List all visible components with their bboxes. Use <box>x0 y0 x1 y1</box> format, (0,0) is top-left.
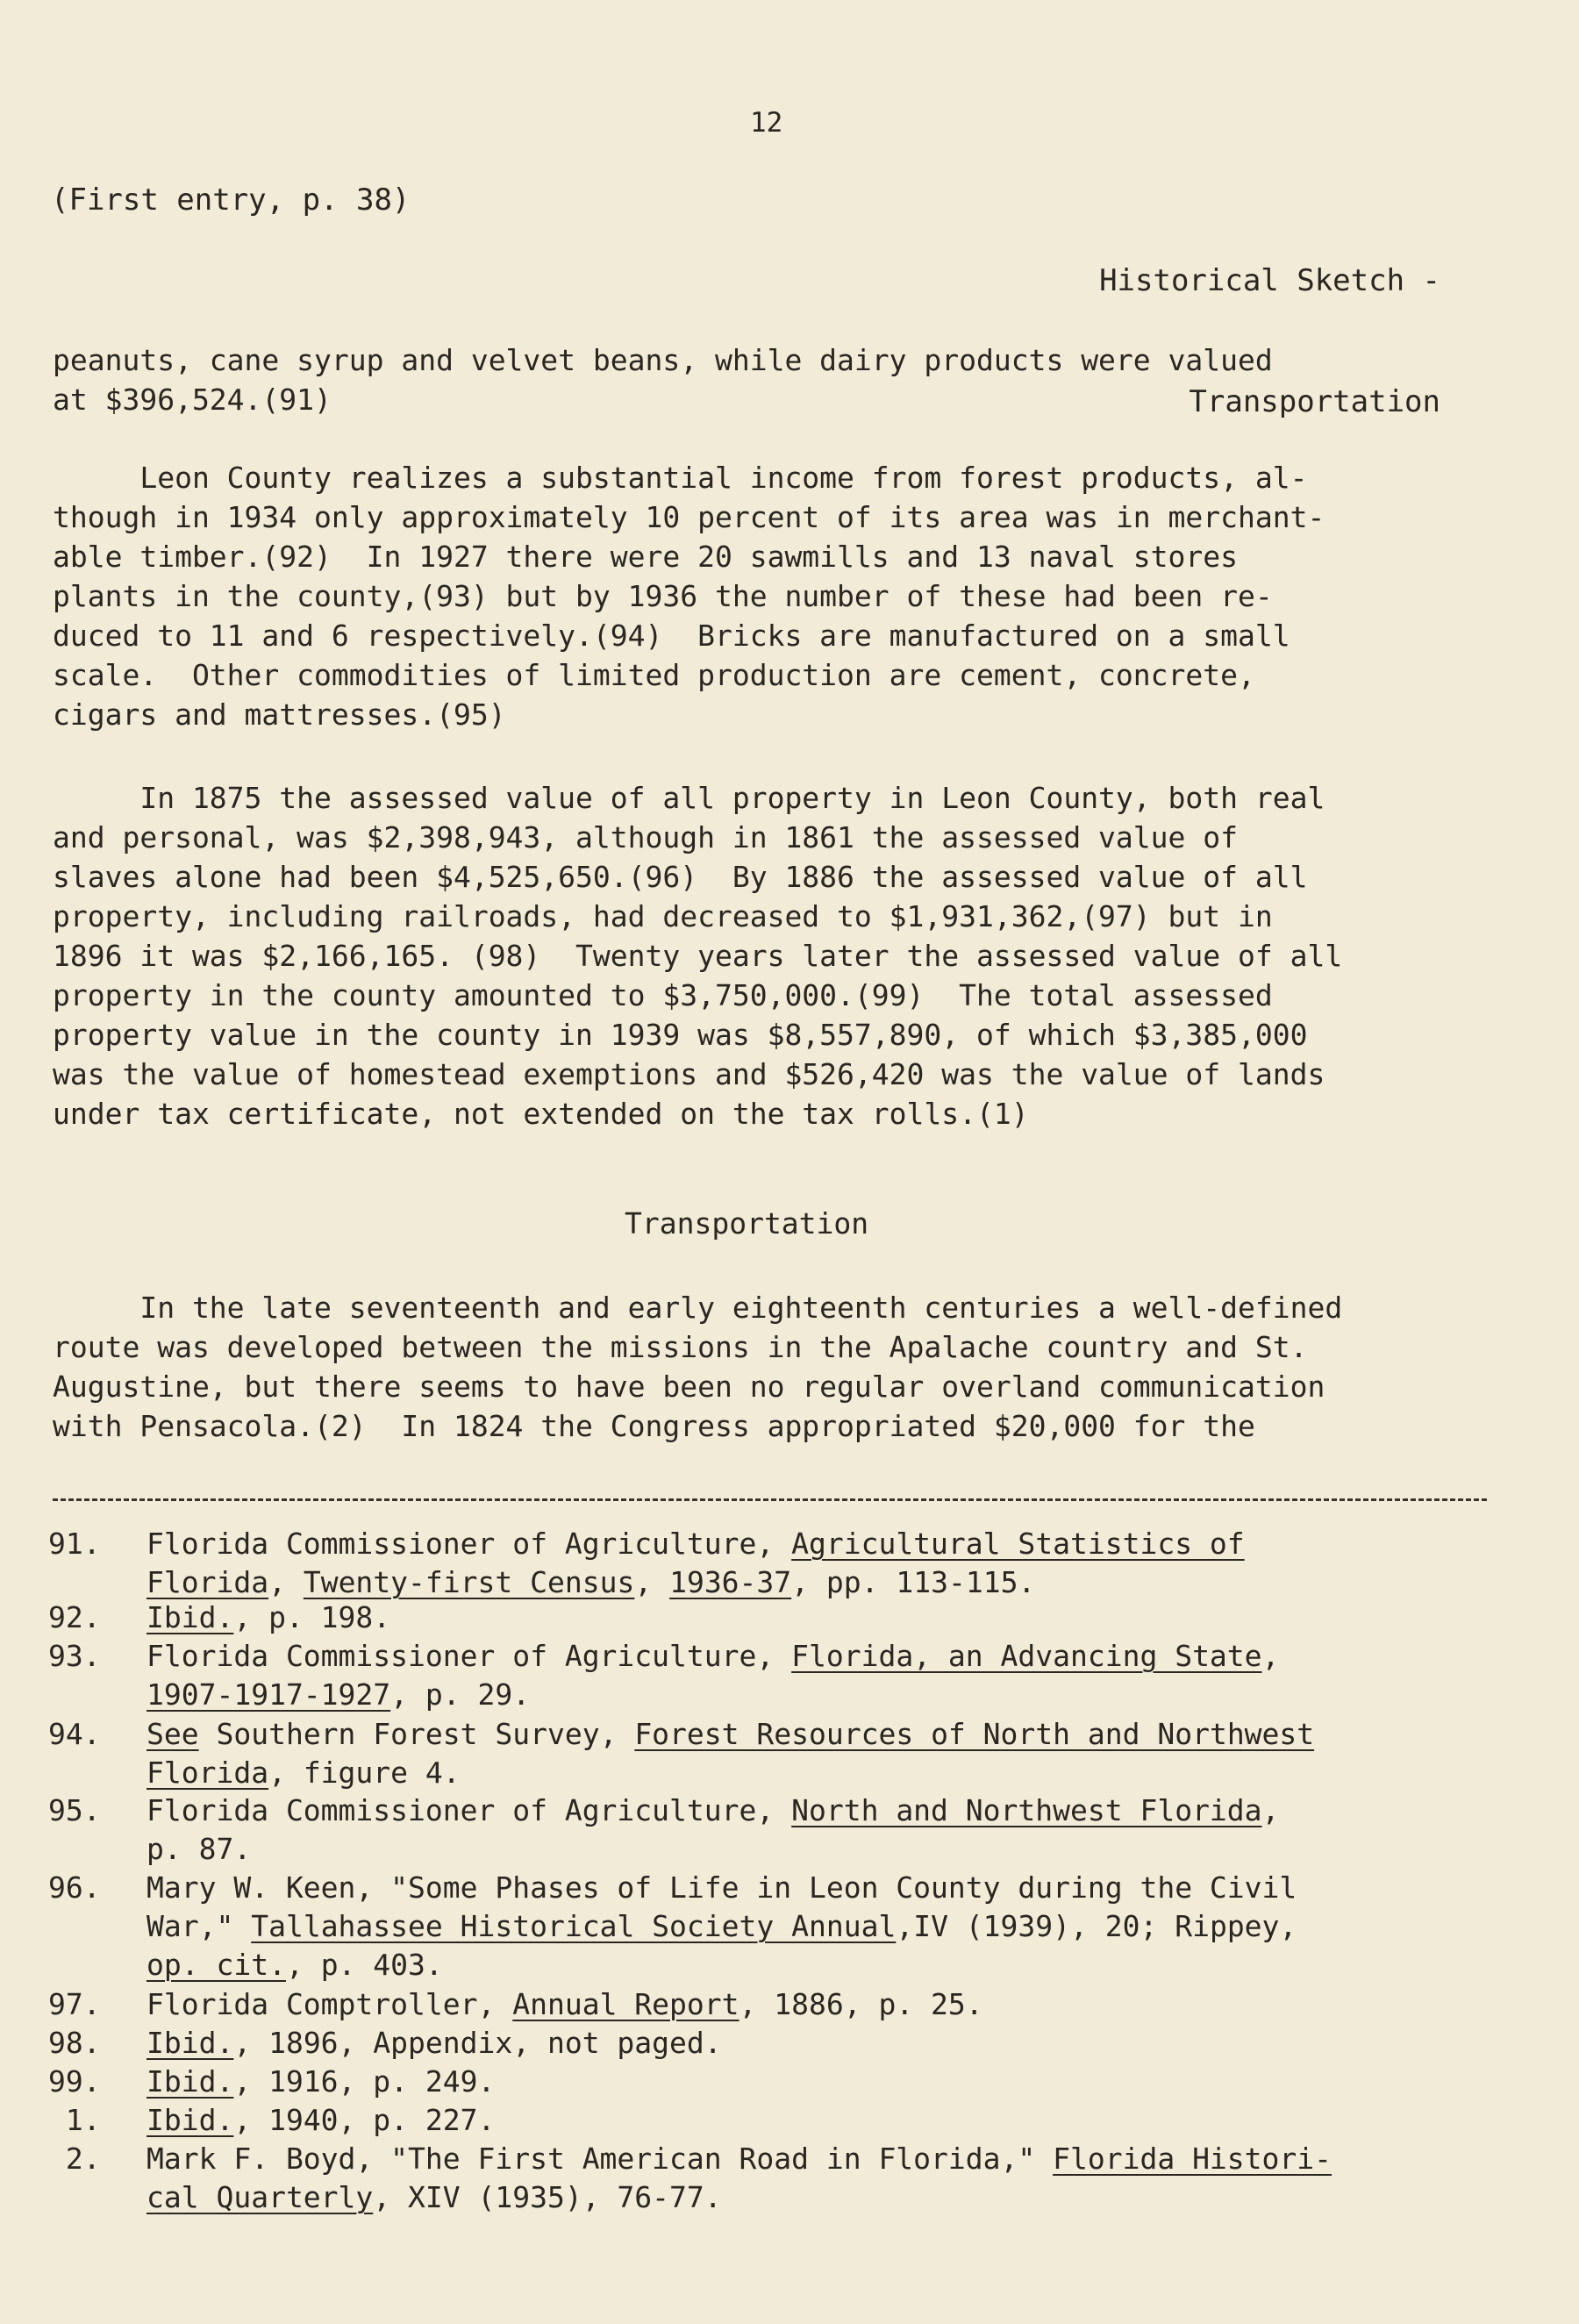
page-number: 12 <box>750 107 783 139</box>
footnote-citation-title: Agricultural Statistics of <box>791 1527 1245 1561</box>
header-entry-reference: (First entry, p. 38) <box>51 182 411 218</box>
footnote-line <box>146 1525 1245 1563</box>
text-line: and personal, was $2,398,943, although in 1861 the assessed value of <box>53 820 1239 855</box>
footnote-citation-title: Ibid. <box>146 2064 234 2099</box>
text-line: Leon County realizes a substantial income from forest products, al- <box>53 461 1308 495</box>
footnote-number: 96. <box>48 1870 101 1905</box>
text-line: property, including railroads, had decreased to $1,931,362,(97) but in <box>53 899 1273 933</box>
footnote-line <box>146 1598 390 1637</box>
text-line: property in the county amounted to $3,750,000.(99) The total assessed <box>53 978 1273 1012</box>
footnote-line <box>146 1676 530 1714</box>
text-line: though in 1934 only approximately 10 percent of its area was in merchant- <box>53 500 1325 534</box>
footnote-citation-title: Twenty-first Census <box>303 1565 635 1599</box>
paragraph-transportation <box>53 1288 1342 1446</box>
footnote-text: Florida Commissioner of Agriculture, <box>146 1639 792 1673</box>
text-line: 1896 it was $2,166,165. (98) Twenty years later the assessed value of all <box>53 939 1343 973</box>
footnote-citation-title: Ibid. <box>146 2103 234 2137</box>
footnote-text: , <box>634 1565 670 1599</box>
footnote-line <box>146 1791 1279 1830</box>
footnote-line <box>146 1563 1035 1602</box>
footnote-number: 99. <box>48 2064 101 2099</box>
footnote-citation-title: Annual Report <box>512 1987 739 2021</box>
footnote-line <box>146 2140 1332 2178</box>
paragraph-dairy <box>53 340 1273 419</box>
footnote-number: 94. <box>48 1717 101 1751</box>
footnote-text: , <box>1261 1793 1280 1827</box>
paragraph-assessed-value <box>53 778 1342 1133</box>
footnote-line <box>146 2063 495 2101</box>
footnote-citation-title: See <box>146 1717 199 1751</box>
footnote-text: , figure 4. <box>268 1756 461 1790</box>
footnote-line <box>146 1715 1314 1754</box>
footnote-text: , 1940, p. 227. <box>233 2103 496 2137</box>
text-line: duced to 11 and 6 respectively.(94) Bricks are manufactured on a small <box>53 619 1290 653</box>
footnote-text: Mary W. Keen, "Some Phases of Life in Leon County during the Civil <box>146 1870 1297 1905</box>
footnote-line <box>146 1985 983 2024</box>
footnote-number: 2. <box>48 2142 101 2176</box>
footnote-line <box>146 1830 251 1869</box>
text-line: cigars and mattresses.(95) <box>53 697 506 732</box>
text-line: under tax certificate, not extended on the tax rolls.(1) <box>53 1097 1029 1131</box>
footnote-text: p. 87. <box>146 1832 252 1866</box>
footnote-line <box>146 2178 722 2217</box>
footnote-citation-title: 1936-37 <box>669 1565 792 1599</box>
paragraph-forest-products <box>53 458 1325 734</box>
footnote-line <box>146 2101 495 2140</box>
footnote-citation-title: cal Quarterly <box>146 2180 374 2214</box>
footnote-text: , <box>268 1565 304 1599</box>
section-heading-transportation: Transportation <box>625 1206 869 1241</box>
text-line: property value in the county in 1939 was $8,557,890, of which $3,385,000 <box>53 1018 1308 1052</box>
footnote-number: 92. <box>48 1600 101 1634</box>
footnote-citation-title: Forest Resources of North and Northwest <box>634 1717 1315 1751</box>
footnote-text: Florida Commissioner of Agriculture, <box>146 1527 792 1561</box>
footnote-line <box>146 1637 1279 1676</box>
text-line: Augustine, but there seems to have been no regular overland communication <box>53 1369 1325 1404</box>
footnote-number: 95. <box>48 1793 101 1827</box>
footnote-text: War," <box>146 1909 252 1943</box>
footnote-citation-title: Ibid. <box>146 1600 234 1634</box>
footnote-number: 97. <box>48 1987 101 2021</box>
text-line: at $396,524.(91) <box>53 383 332 417</box>
footnote-citation-title: 1907-1917-1927 <box>146 1677 391 1712</box>
text-line: In 1875 the assessed value of all property in Leon County, both real <box>53 781 1325 815</box>
footnote-text: Mark F. Boyd, "The First American Road in Florida," <box>146 2142 1054 2176</box>
footnote-number: 93. <box>48 1639 101 1673</box>
footnote-line <box>146 1754 461 1792</box>
footnote-line <box>146 2024 722 2063</box>
footnote-number: 98. <box>48 2026 101 2060</box>
text-line: scale. Other commodities of limited production are cement, concrete, <box>53 658 1255 692</box>
header-title-line-2: Transportation <box>1189 384 1440 419</box>
footnote-number: 1. <box>48 2103 101 2137</box>
footnote-text: , 1916, p. 249. <box>233 2064 496 2099</box>
footnote-text: , 1886, p. 25. <box>739 1987 983 2021</box>
footnote-citation-title: North and Northwest Florida <box>791 1793 1262 1827</box>
footnote-citation-title: op. cit. <box>146 1948 286 1982</box>
footnote-text: , pp. 113-115. <box>791 1565 1036 1599</box>
text-line: able timber.(92) In 1927 there were 20 sawmills and 13 naval stores <box>53 540 1239 574</box>
footnote-text: , p. 403. <box>285 1948 443 1982</box>
footnote-text: , <box>1261 1639 1280 1673</box>
footnote-citation-title: Florida <box>146 1565 269 1599</box>
footnote-separator <box>53 1498 1487 1501</box>
footnote-line <box>146 1946 443 1984</box>
footnote-text: , 1896, Appendix, not paged. <box>233 2026 722 2060</box>
text-line: In the late seventeenth and early eighteenth centuries a well-defined <box>53 1291 1343 1325</box>
footnote-line <box>146 1907 1297 1946</box>
footnote-citation-title: Florida, an Advancing State <box>791 1639 1262 1673</box>
text-line: was the value of homestead exemptions and $526,420 was the value of lands <box>53 1057 1325 1091</box>
footnote-text: Florida Commissioner of Agriculture, <box>146 1793 792 1827</box>
footnote-citation-title: Florida Histori- <box>1053 2142 1333 2176</box>
text-line: with Pensacola.(2) In 1824 the Congress appropriated $20,000 for the <box>53 1409 1255 1443</box>
text-line: plants in the county,(93) but by 1936 the number of these had been re- <box>53 579 1273 613</box>
footnote-text: , XIV (1935), 76-77. <box>373 2180 722 2214</box>
footnote-text: , p. 29. <box>390 1677 531 1712</box>
footnote-citation-title: Tallahassee Historical Society Annual <box>251 1909 897 1943</box>
footnote-text: Florida Comptroller, <box>146 1987 513 2021</box>
header-title-line-1: Historical Sketch - <box>1099 263 1440 298</box>
text-line: slaves alone had been $4,525,650.(96) By 1886 the assessed value of all <box>53 860 1308 894</box>
text-line: route was developed between the missions in the Apalache country and St. <box>53 1330 1308 1364</box>
footnote-text: ,IV (1939), 20; Rippey, <box>896 1909 1297 1943</box>
footnote-line <box>146 1869 1297 1907</box>
footnote-citation-title: Ibid. <box>146 2026 234 2060</box>
footnote-citation-title: Florida <box>146 1756 269 1790</box>
footnote-text: Southern Forest Survey, <box>198 1717 635 1751</box>
footnote-number: 91. <box>48 1527 101 1561</box>
text-line: peanuts, cane syrup and velvet beans, while dairy products were valued <box>53 343 1273 377</box>
footnote-text: , p. 198. <box>233 1600 391 1634</box>
